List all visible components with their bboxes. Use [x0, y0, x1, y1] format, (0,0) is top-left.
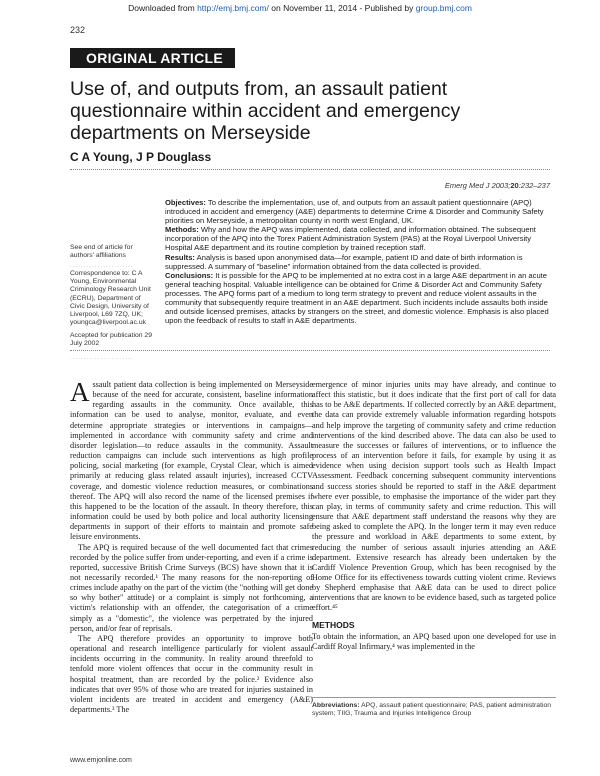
- objectives-label: Objectives:: [165, 198, 206, 207]
- article-type-badge: ORIGINAL ARTICLE: [70, 48, 235, 68]
- citation-year: 2003;: [491, 181, 511, 190]
- sidebar-dash-2: . . . . . . . . . . . . . . . . . . . . . . .: [70, 355, 133, 361]
- article-authors: C A Young, J P Douglass: [70, 150, 212, 164]
- objectives-text: To describe the implementation, use of, and outputs from an assault patient questionnaire (APQ) introduced in accident and emergency (A&E) departments to determine Crime & Disorder and Community Safety priorities on Merseyside, a metropolitan county in north west England, UK.: [165, 198, 544, 226]
- sidebar-dash: . . . . . . . . . . . . . . . . . . . . . . .: [70, 263, 133, 269]
- abstract: [165, 198, 558, 325]
- body-column-right: [312, 380, 556, 652]
- body-paragraph: The APQ therefore provides an opportunity to improve both operational and research intelligence particularly for violent assault incidents occurring in the community. In reality around threefold to tenfold more violent offences that occur in the community result in hospital treatment, than are recorded by the police.² Evidence also indicates that over 95% of those who are treated for injuries sustained in violent incidents are treated in accident and emergency (A&E) departments.³ The: [70, 633, 313, 714]
- citation-pages: :232–237: [518, 181, 550, 190]
- affiliations-note: See end of article for authors' affiliations: [70, 244, 133, 260]
- abbreviations: [312, 702, 556, 719]
- methods-heading: METHODS: [312, 619, 355, 630]
- correspondence-note: Correspondence to: C A Young, Environmental Criminology Research Unit (ECRU), Department of Civic Design, University of Liverpool, L69 7ZQ, UK; youngca@liverpool.ac.uk: [70, 270, 151, 327]
- divider-2: [70, 350, 550, 351]
- abbreviations-label: Abbreviations:: [312, 702, 360, 709]
- article-title: Use of, and outputs from, an assault patient questionnaire within accident and emergency departments on Merseyside: [70, 78, 461, 144]
- citation-volume: 20: [510, 181, 519, 190]
- publisher-link[interactable]: group.bmj.com: [415, 3, 472, 13]
- body-paragraph: The APQ is required because of the well documented fact that crimes recorded by the police suffer from under-reporting, and even if a crime is reported, successive British Crime Surveys (BCS) have shown that it is not necessarily recorded.¹ The many reasons for the non-reporting of crimes include apathy on the part of the victim (the "nothing will get done so why bother" attitude) or a complaint is simply not forthcoming, a victim's relationship with an offender, the categorisation of a crime simply as a "domestic", the violence was perpetrated by the injured person, and/or fear of reprisals.: [70, 542, 313, 633]
- abbreviations-divider: [312, 697, 556, 698]
- body-paragraph: [70, 377, 313, 543]
- divider: [70, 169, 550, 170]
- abbreviations-text: APQ, assault patient questionnaire; PAS, patient administration system; TIIG, Trauma and Injuries Intelligence Group: [312, 702, 552, 718]
- methods-text: Why and how the APQ was implemented, data collected, and information obtained. The subsequent incorporation of the APQ into the Torex Patient Administration System (PAS) at the Royal Liverpool University Hospital A&E department and its routine completion by trained reception staff.: [165, 225, 536, 253]
- methods-label: Methods:: [165, 225, 199, 235]
- citation: [445, 181, 550, 190]
- body-column-left: [70, 377, 313, 715]
- download-middle: on November 11, 2014 - Published by: [268, 3, 416, 13]
- body-paragraph: To obtain the information, an APQ based upon one developed for use in Cardiff Royal Infirmary,⁴ was implemented in the: [312, 631, 556, 651]
- drop-cap: A: [70, 377, 90, 407]
- abstract-methods: [165, 225, 558, 252]
- abstract-results: [165, 253, 558, 271]
- body-paragraph: emergence of minor injuries units may have already, and continue to affect this statistic, but it does indicate that the first port of call for data has to be A&E departments. If collected correctly by an A&E department, the data can provide extremely valuable information regarding hotspots and help improve the targeting of community safety and crime reduction interventions of the kind described above. The data can also be used to measure the successes or failures of interventions, or to influence the process of an intervention before it fails, for example by using it as evidence when using decision support tools such as Health Impact Assessment. Feedback concerning subsequent community interventions and success stories should be reported to staff in the A&E department where ever possible, to emphasise the importance of the wider part they can play, in terms of community safety and crime reduction. This will ensure that A&E department staff understand the reasons why they are being asked to complete the APQ. In the longer term it may even reduce the pressure and workload in A&E departments to some extent, by reducing the number of serious assault injuries attending an A&E department. Extensive research has already been undertaken by the Cardiff Violence Prevention Group, which has been recognised by the Home Office for its effectiveness towards cutting violent crime. Reviews by Shepherd emphasise that A&E data can be used to direct police interventions that are known to be evidence based, such as targeted police effort.⁴⁵: [312, 380, 556, 613]
- conclusions-text: It is possible for the APQ to be implemented at no extra cost in a large A&E department in an acute general teaching hospital. Valuable intelligence can be obtained for Crime & Disorder Act and Community Safety processes. The APQ forms part of a medium to long term strategy to prevent and reduce violent assaults in the community that subsequently require treatment in an A&E department. Such incidents include assaults both inside and outside licensed premises, attacks by strangers on the street, and domestic violence. Emphasis is also placed upon the feedback of results to staff in A&E departments.: [165, 270, 549, 326]
- abstract-objectives: [165, 198, 558, 225]
- results-text: Analysis is based upon anonymised data—for example, patient ID and date of birth information is suppressed. A summary of "baseline" information obtained from the data collected is provided.: [165, 252, 523, 271]
- abstract-conclusions: [165, 271, 558, 326]
- download-prefix: Downloaded from: [128, 3, 198, 13]
- accepted-note: Accepted for publication 29 July 2002: [70, 332, 152, 348]
- download-url-link[interactable]: http://emj.bmj.com/: [197, 3, 269, 13]
- results-label: Results:: [165, 252, 195, 262]
- journal-name: Emerg Med J: [444, 181, 490, 190]
- conclusions-label: Conclusions:: [165, 270, 214, 280]
- page-number: 232: [70, 25, 86, 35]
- paragraph-text: ssault patient data collection is being implemented on Merseyside because of the need for accurate, consistent, baseline information regarding assaults in the community. Once available, this information can be used to analyse, monitor, evaluate, and even determine appropriate strategies or interventions in campaigns—implemented in accordance with community safety and crime and disorder legislation—to reduce assaults in the community. Assault reduction campaigns can include such interventions as high profile policing, social marketing (for example, Crystal Clear, which is aimed primarily at reducing glass related assault injuries), increased CCTV coverage, and domestic violence reduction measures, or combinations thereof. The APQ will also record the name of the licensed premises if this happened to be the location of the assault. In theory therefore, this information could be used by both police and local authority licensing departments in support of their efforts to maintain and promote safe leisure environments.: [70, 380, 313, 542]
- download-banner: [0, 3, 600, 13]
- footer-url[interactable]: www.emjonline.com: [70, 757, 132, 764]
